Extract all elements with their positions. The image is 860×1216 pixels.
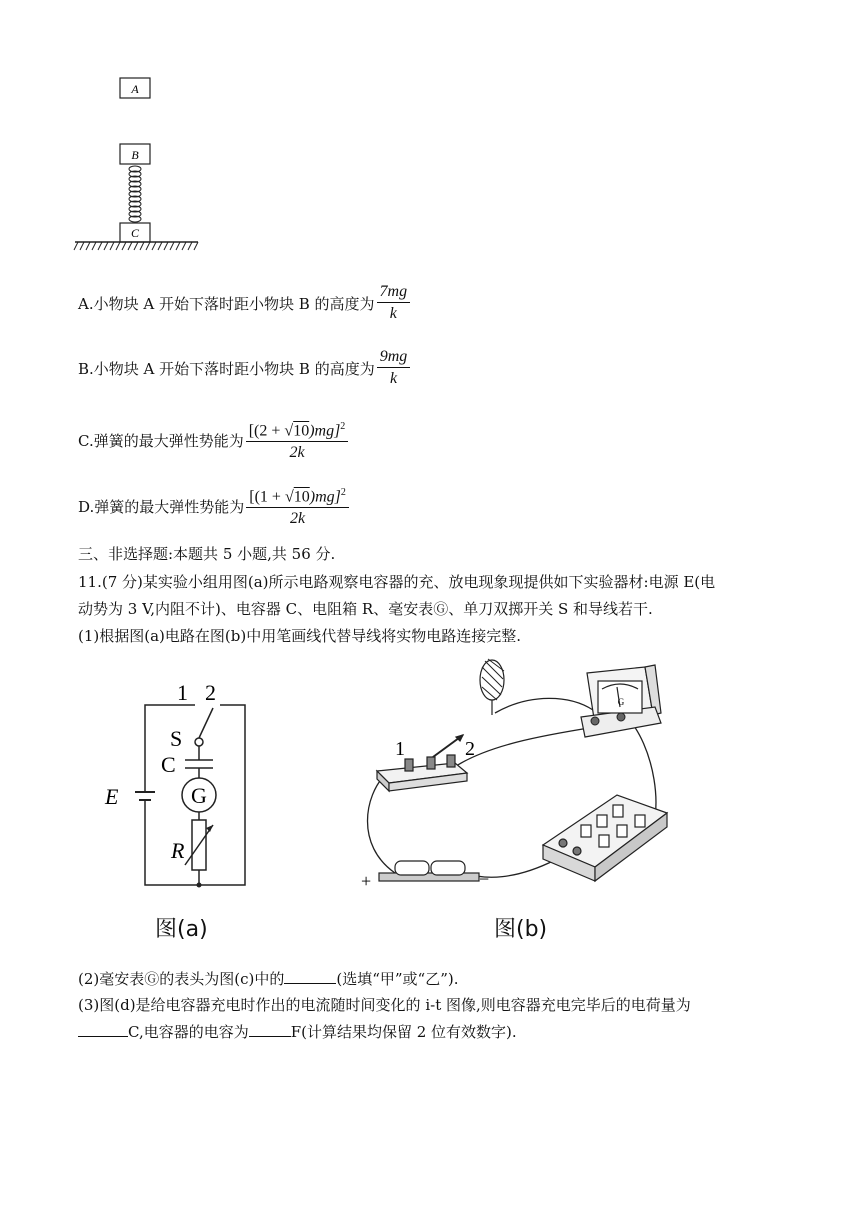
- answer-blank-capacitance[interactable]: [249, 1020, 291, 1037]
- q11-part2: (2)毫安表Ⓖ的表头为图(c)中的 (选填“甲”或“乙”).: [78, 967, 788, 991]
- option-a: [78, 283, 410, 324]
- option-b-fraction: [377, 348, 411, 389]
- option-d: [78, 484, 349, 529]
- block-c-label: C: [130, 226, 140, 240]
- option-d-denominator: 2k: [290, 510, 306, 528]
- caption-a: 图(a): [155, 917, 208, 942]
- capacitor-minus: −: [479, 869, 490, 889]
- meter-label-g: G: [191, 783, 207, 808]
- section-title: 三、非选择题:本题共 5 小题,共 56 分.: [78, 545, 336, 563]
- ground-hatch: [74, 242, 198, 250]
- q11-part3-line2: C,电容器的电容为 F(计算结果均保留 2 位有效数字).: [78, 1020, 788, 1044]
- caption-b: 图(b): [494, 917, 548, 942]
- option-a-text: A.小物块 A 开始下落时距小物块 B 的高度为: [78, 294, 375, 313]
- answer-blank-charge[interactable]: [78, 1020, 128, 1037]
- switch-board: [377, 735, 467, 791]
- block-a-label: A: [131, 82, 139, 96]
- option-c-denominator: 2k: [289, 444, 305, 462]
- option-b: [78, 348, 410, 389]
- option-b-denominator: k: [389, 370, 398, 387]
- circuit-diagram-a: [95, 680, 270, 895]
- source-label-e: E: [105, 784, 119, 809]
- option-c: [78, 418, 348, 463]
- option-d-text: D.弹簧的最大弹性势能为: [78, 497, 245, 516]
- spring: [129, 166, 141, 222]
- switch-label-s: S: [170, 726, 183, 751]
- answer-blank-meter[interactable]: [284, 967, 336, 984]
- block-b-label: B: [131, 148, 139, 162]
- option-d-fraction: [246, 484, 349, 529]
- option-b-text: B.小物块 A 开始下落时距小物块 B 的高度为: [78, 359, 375, 378]
- capacitor-label-c: C: [161, 752, 176, 777]
- switch-label-1: 1: [177, 680, 188, 705]
- capacitor-component: [379, 861, 479, 881]
- option-a-fraction: [377, 283, 411, 324]
- resistor-label-r: R: [171, 838, 185, 863]
- meter-face-label: G: [617, 697, 625, 707]
- spring-blocks-figure: [70, 70, 210, 260]
- circuit-diagram-b: [355, 655, 675, 895]
- option-d-numerator: $[(1 + √10)mg]^2$: [246, 484, 349, 508]
- option-c-fraction: [246, 418, 349, 463]
- q11-part1: (1)根据图(a)电路在图(b)中用笔画线代替导线将实物电路连接完整.: [78, 627, 521, 645]
- option-b-numerator: 9mg: [377, 348, 411, 368]
- q11-line1: 11.(7 分)某实验小组用图(a)所示电路观察电容器的充、放电现象现提供如下实验器材:电源 E(电: [78, 573, 716, 591]
- q11-part3-line1: (3)图(d)是给电容器充电时作出的电流随时间变化的 i-t 图像,则电容器充电完毕后的电荷量为: [78, 996, 691, 1014]
- option-a-numerator: 7mg: [377, 283, 411, 303]
- option-c-text: C.弹簧的最大弹性势能为: [78, 431, 244, 450]
- board-label-1: 1: [395, 738, 405, 760]
- option-c-numerator: $[(2 + √10)mg]^2$: [246, 418, 349, 442]
- option-a-denominator: k: [389, 305, 397, 322]
- q11-line2: 动势为 3 V,内阻不计)、电容器 C、电阻箱 R、毫安表Ⓖ、单刀双掷开关 S 和导线若干.: [78, 600, 653, 618]
- resistance-box: [543, 795, 667, 881]
- capacitor-plus: +: [361, 871, 372, 891]
- board-label-2: 2: [465, 738, 475, 760]
- probe: [480, 659, 504, 715]
- switch-label-2: 2: [205, 680, 216, 705]
